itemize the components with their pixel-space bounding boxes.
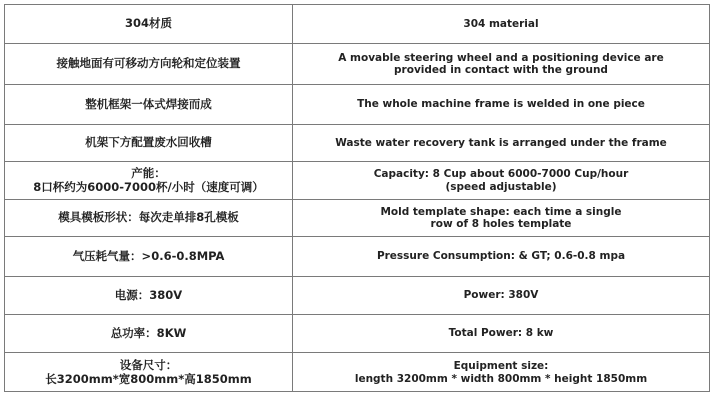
english-cell — [293, 277, 709, 314]
english-text: The whole machine frame is welded in one piece — [357, 98, 645, 111]
table-row — [5, 353, 709, 392]
table-row — [5, 44, 709, 85]
table-row — [5, 200, 709, 237]
table-row — [5, 85, 709, 125]
table-row — [5, 125, 709, 162]
table-row — [5, 162, 709, 200]
chinese-cell — [5, 353, 293, 392]
english-text: Total Power: 8 kw — [448, 327, 554, 340]
chinese-text: 模具模板形状：每次走单排8孔模板 — [58, 210, 239, 225]
chinese-cell — [5, 200, 293, 236]
english-text: Capacity: 8 Cup about 6000-7000 Cup/hour (speed adjustable) — [373, 168, 629, 193]
table-row — [5, 277, 709, 315]
english-text: Pressure Consumption: & GT; 0.6-0.8 mpa — [376, 250, 626, 263]
english-cell — [293, 200, 709, 236]
english-text: 304 material — [463, 17, 539, 30]
english-text: Equipment size: length 3200mm * width 800mm * height 1850mm — [354, 360, 648, 385]
chinese-text: 整机框架一体式焊接而成 — [85, 96, 212, 111]
chinese-cell — [5, 44, 293, 84]
chinese-cell — [5, 125, 293, 161]
english-cell — [293, 237, 709, 276]
chinese-cell — [5, 162, 293, 199]
english-cell — [293, 5, 709, 43]
chinese-cell — [5, 85, 293, 124]
chinese-cell — [5, 315, 293, 352]
chinese-text: 设备尺寸： 长3200mm*宽800mm*高1850mm — [45, 358, 252, 386]
chinese-cell — [5, 5, 293, 43]
table-row — [5, 5, 709, 44]
english-text: Waste water recovery tank is arranged under the frame — [335, 136, 667, 149]
english-cell — [293, 315, 709, 352]
english-cell — [293, 162, 709, 199]
chinese-text: 接触地面有可移动方向轮和定位装置 — [56, 56, 241, 71]
english-text: Mold template shape: each time a single row of 8 holes template — [380, 205, 622, 230]
english-cell — [293, 125, 709, 161]
chinese-text: 产能： 8口杯约为6000-7000杯/小时（速度可调） — [33, 166, 264, 194]
chinese-text: 气压耗气量：>0.6-0.8MPA — [72, 248, 225, 263]
english-cell — [293, 85, 709, 124]
english-cell — [293, 44, 709, 84]
table-row — [5, 237, 709, 277]
chinese-text: 总功率：8KW — [110, 325, 187, 340]
english-cell — [293, 353, 709, 392]
spec-table — [4, 4, 710, 392]
english-text: Power: 380V — [463, 289, 539, 302]
chinese-cell — [5, 277, 293, 314]
english-text: A movable steering wheel and a positioning device are provided in contact with the ground — [338, 51, 664, 76]
chinese-text: 304材质 — [124, 16, 172, 31]
chinese-cell — [5, 237, 293, 276]
chinese-text: 机架下方配置废水回收槽 — [85, 135, 212, 150]
chinese-text: 电源：380V — [114, 287, 183, 302]
table-row — [5, 315, 709, 353]
